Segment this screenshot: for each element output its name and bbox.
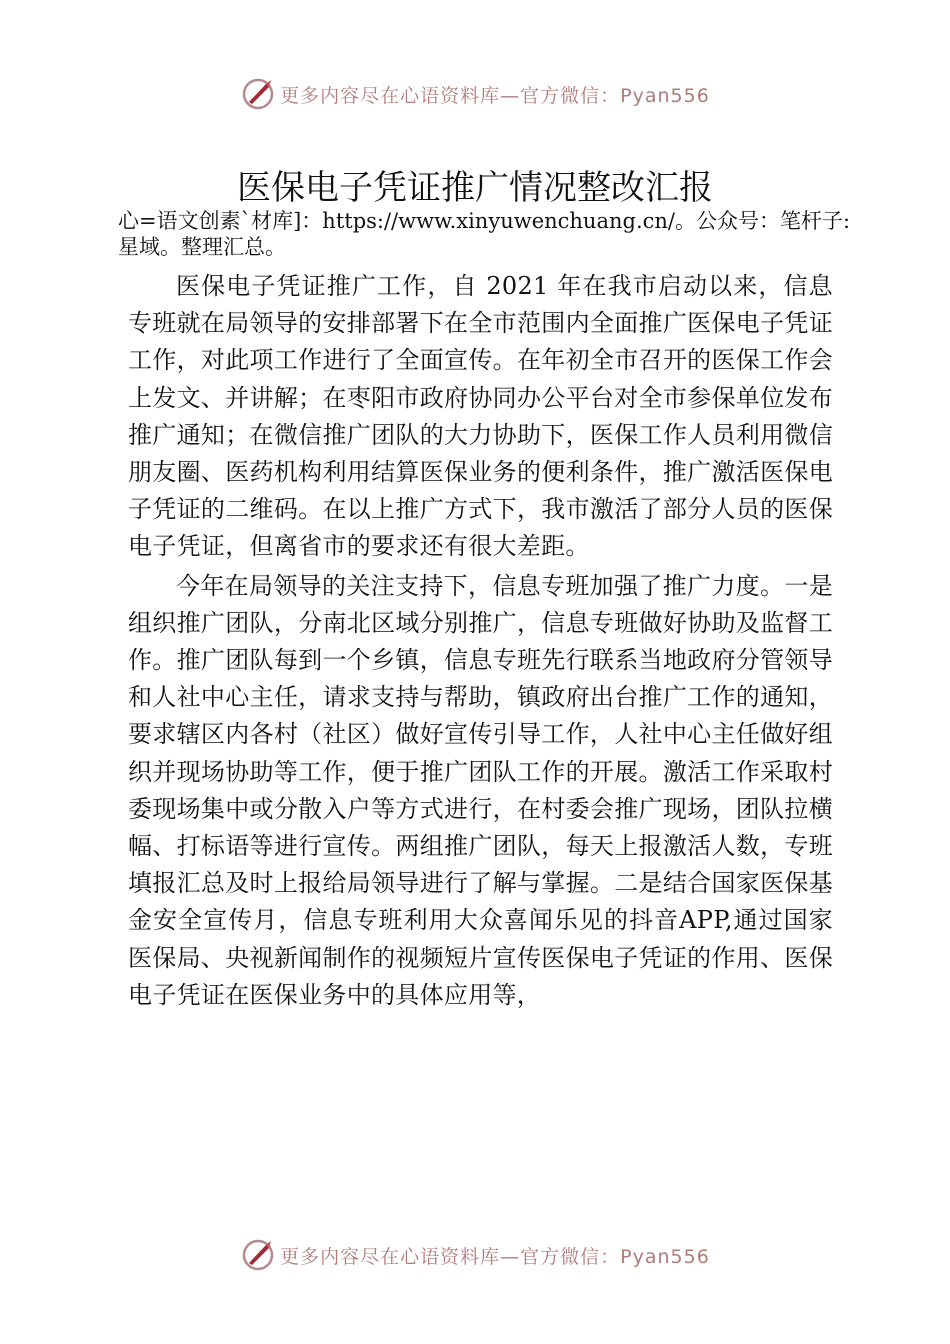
- footer-watermark: [0, 1237, 950, 1273]
- header-watermark: [0, 76, 950, 112]
- paragraph: 今年在局领导的关注支持下，信息专班加强了推广力度。一是组织推广团队，分南北区域分别推广，信息专班做好协助及监督工作。推广团队每到一个乡镇，信息专班先行联系当地政府分管领导和人社中心主任，请求支持与帮助，镇政府出台推广工作的通知，要求辖区内各村（社区）做好宣传引导工作，人社中心主任做好组织并现场协助等工作，便于推广团队工作的开展。激活工作采取村委现场集中或分散入户等方式进行，在村委会推广现场，团队拉横幅、打标语等进行宣传。两组推广团队，每天上报激活人数，专班填报汇总及时上报给局领导进行了解与掌握。二是结合国家医保基金安全宣传月，信息专班利用大众喜闻乐见的抖音APP,通过国家医保局、央视新闻制作的视频短片宣传医保电子凭证的作用、医保电子凭证在医保业务中的具体应用等，: [128, 571, 833, 1009]
- paragraph: 医保电子凭证推广工作，自 2021 年在我市启动以来，信息专班就在局领导的安排部署下在全市范围内全面推广医保电子凭证工作，对此项工作进行了全面宣传。在年初全市召开的医保工作会上发文、并讲解；在枣阳市政府协同办公平台对全市参保单位发布推广通知；在微信推广团队的大力协助下，医保工作人员利用微信朋友圈、医药机构利用结算医保业务的便利条件，推广激活医保电子凭证的二维码。在以上推广方式下，我市激活了部分人员的医保电子凭证，但离省市的要求还有很大差距。: [128, 272, 833, 561]
- source-note: 心=语文创素`材库]：https://www.xinyuwenchuang.cn/。公众号：笔杆子:星域。整理汇总。: [118, 209, 851, 259]
- document-title: 医保电子凭证推广情况整改汇报: [237, 168, 713, 208]
- watermark-text: 更多内容尽在心语资料库—官方微信：Pyan556: [280, 84, 710, 107]
- quill-pen-icon: [240, 1237, 276, 1273]
- quill-pen-icon: [240, 76, 276, 112]
- document-body: [128, 268, 833, 1016]
- watermark-text: 更多内容尽在心语资料库—官方微信：Pyan556: [280, 1245, 710, 1268]
